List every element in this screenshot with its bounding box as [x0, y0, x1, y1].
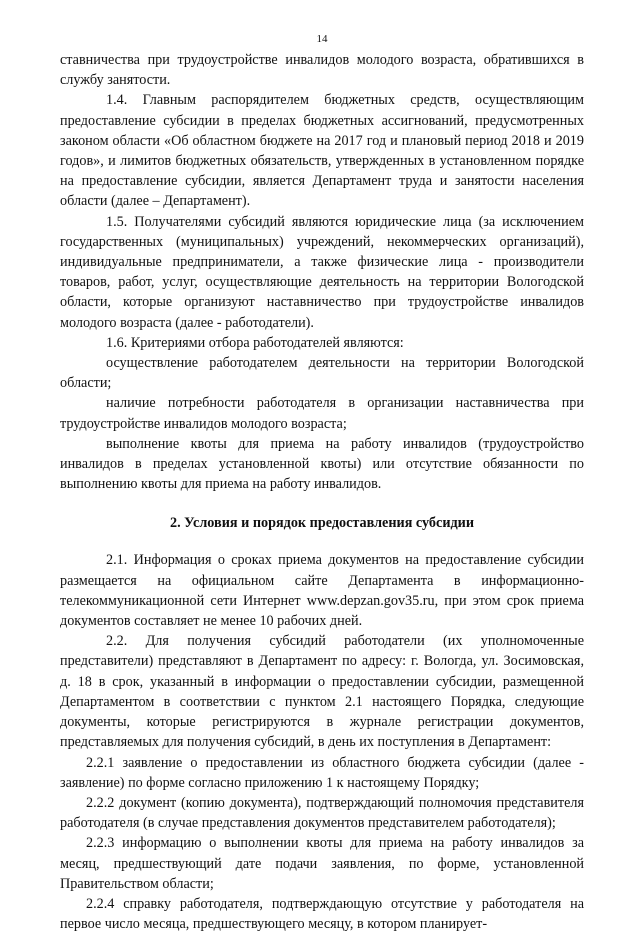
criterion-territory: осуществление работодателем деятельности на территории Вологодской области;	[60, 355, 584, 392]
paragraph-1-6: 1.6. Критериями отбора работодателей являются:	[106, 334, 404, 351]
page-number: 14	[316, 33, 328, 45]
paragraph-2-2-1: 2.2.1 заявление о предоставлении из областного бюджета субсидии (далее - заявление) по форме согласно приложению 1 к настоящему Порядку;	[60, 754, 584, 791]
paragraph-2-2-4: 2.2.4 справку работодателя, подтверждающую отсутствие у работодателя на первое число месяца, предшествующего месяцу, в котором планирует-	[60, 895, 584, 933]
paragraph-2-2-2: 2.2.2 документ (копию документа), подтверждающий полномочия представителя работодателя (в случае представления документов представителем работодателя);	[60, 794, 584, 832]
section-heading: 2. Условия и порядок предоставления субсидии	[169, 515, 475, 532]
paragraph-2-1: 2.1. Информация о сроках приема документов на предоставление субсидии размещается на официальном сайте Департамента в информационно-телекоммуникационной сети Интернет www.depzan.gov35.ru, при этом срок приема документов составляет не менее 10 рабочих дней.	[60, 552, 584, 630]
criterion-mentoring-need: наличие потребности работодателя в организации наставничества при трудоустройстве инвалидов молодого возраста;	[60, 395, 584, 432]
paragraph-1-4: 1.4. Главным распорядителем бюджетных средств, осуществляющим предоставление субсидии в пределах бюджетных ассигнований, предусмотренных законом области «Об областном бюджете на 2017 год и плановый период 2018 и 2019 годов», и лимитов бюджетных обязательств, утвержденных в установленном порядке на предоставление субсидии, является Департамент труда и занятости населения области (далее – Департамент).	[60, 92, 584, 210]
document-page	[60, 32, 584, 934]
criterion-quota: выполнение квоты для приема на работу инвалидов (трудоустройство инвалидов в пределах установленной квоты) или отсутствие обязанности по выполнению квоты для приема на работу инвалидов.	[60, 435, 584, 493]
paragraph-1-5: 1.5. Получателями субсидий являются юридические лица (за исключением государственных (муниципальных) учреждений, некоммерческих организаций), индивидуальные предприниматели, а также физические лица - производители товаров, работ, услуг, осуществляющие деятельность на территории Вологодской области, которые организуют наставничество при трудоустройстве инвалидов молодого возраста (далее - работодатели).	[60, 213, 584, 331]
paragraph-continuation: ставничества при трудоустройстве инвалидов молодого возраста, обратившихся в службу занятости.	[60, 52, 584, 89]
paragraph-2-2: 2.2. Для получения субсидий работодатели (их уполномоченные представители) представляют в Департамент по адресу: г. Вологда, ул. Зосимовская, д. 18 в срок, указанный в информации о предоставлении субсидии, размещенной Департаментом в соответствии с пунктом 2.1 настоящего Порядка, следующие документы, которые регистрируются в журнале регистрации документов, представляемых для получения субсидий, в день их поступления в Департамент:	[60, 633, 584, 751]
paragraph-2-2-3: 2.2.3 информацию о выполнении квоты для приема на работу инвалидов за месяц, предшествующий дате подачи заявления, по форме, установленной Правительством области;	[60, 835, 584, 892]
